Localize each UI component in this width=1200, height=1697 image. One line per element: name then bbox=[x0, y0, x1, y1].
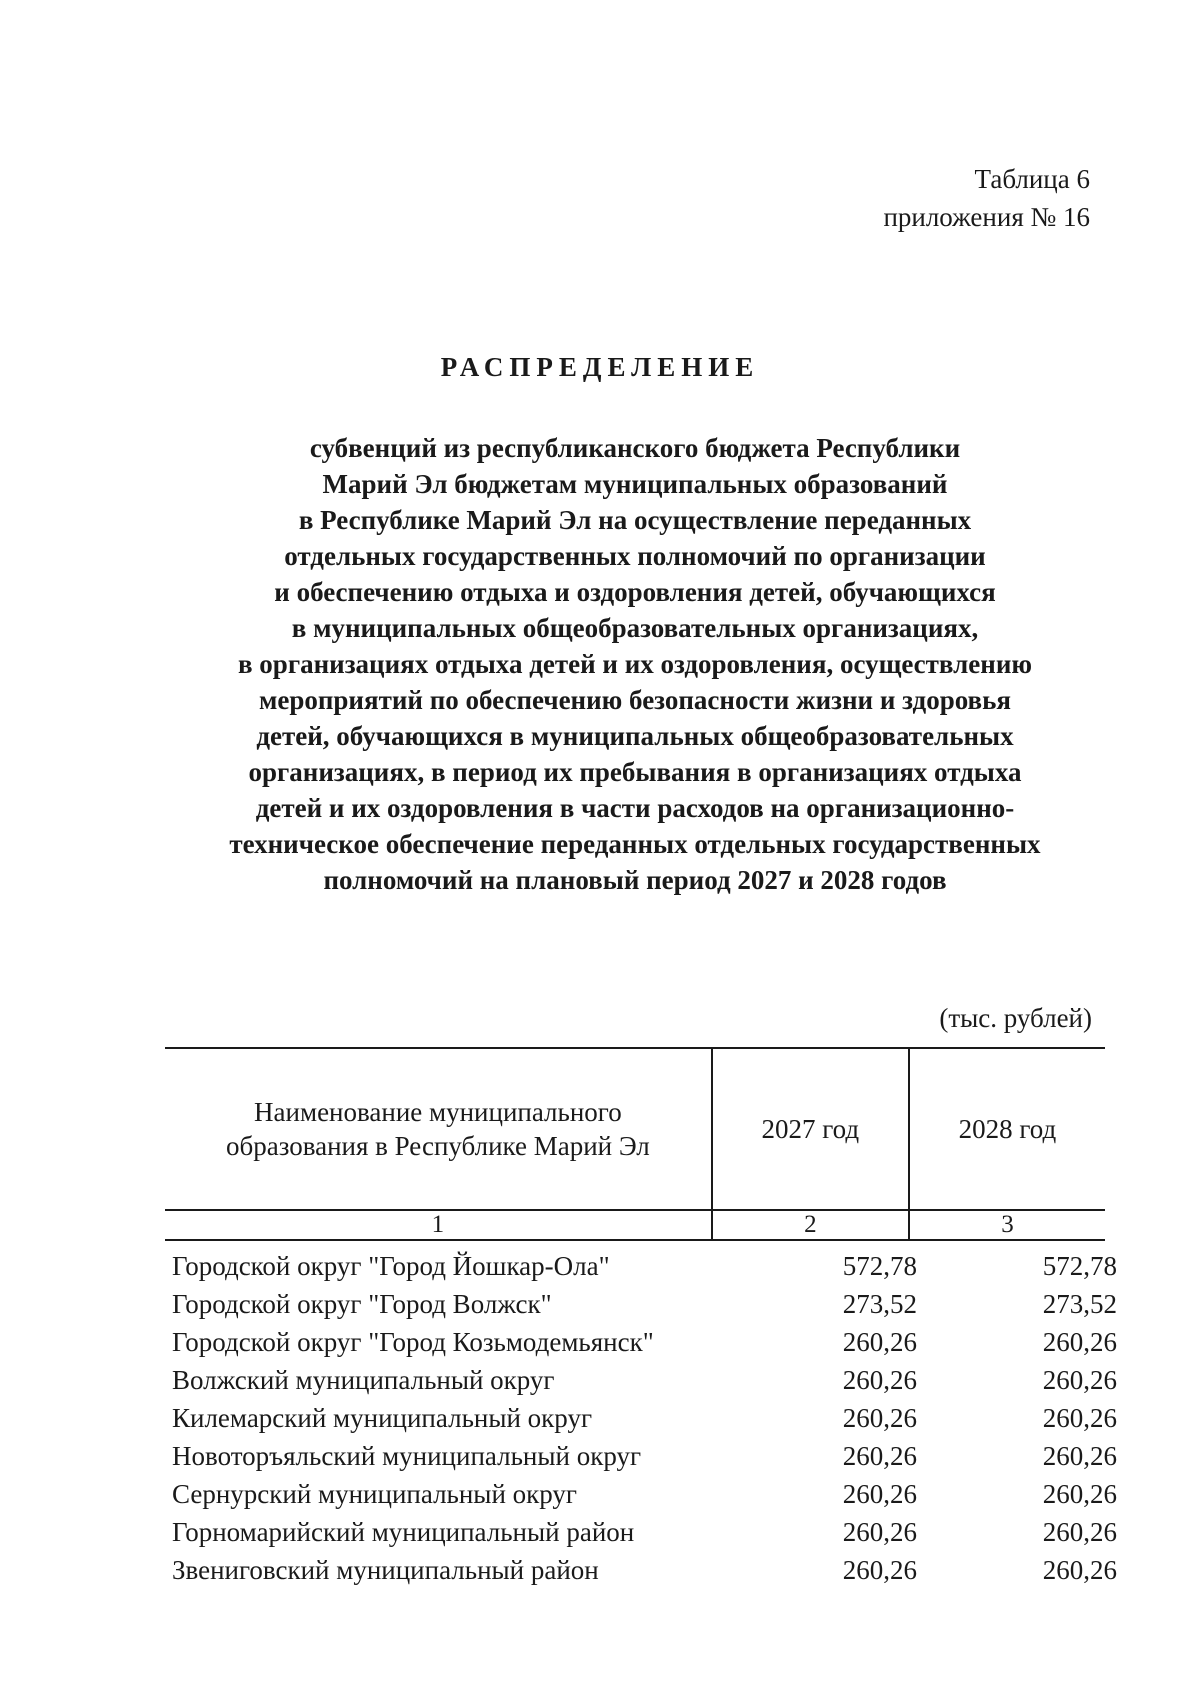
value-2027: 260,26 bbox=[842, 1403, 917, 1433]
subtitle-line: организациях, в период их пребывания в организациях отдыха bbox=[248, 757, 1022, 787]
municipality-name: Горномарийский муниципальный район bbox=[172, 1517, 635, 1547]
subtitle-line: в организациях отдыха детей и их оздоровления, осуществлению bbox=[237, 649, 1033, 679]
subtitle-line: в муниципальных общеобразовательных организациях, bbox=[291, 613, 979, 643]
value-2027: 260,26 bbox=[842, 1365, 917, 1395]
table-row bbox=[172, 1399, 1117, 1437]
table-row bbox=[172, 1247, 1117, 1285]
value-2028: 260,26 bbox=[1042, 1327, 1117, 1357]
table-row bbox=[172, 1285, 1117, 1323]
table-row bbox=[172, 1513, 1117, 1551]
municipality-name: Сернурский муниципальный округ bbox=[172, 1479, 577, 1509]
table-reference bbox=[883, 160, 1090, 236]
municipality-name: Волжский муниципальный округ bbox=[172, 1365, 555, 1395]
municipality-name: Городской округ "Город Волжск" bbox=[172, 1289, 552, 1319]
subtitle-line: в Республике Марий Эл на осуществление переданных bbox=[298, 505, 972, 535]
column-number: 2 bbox=[712, 1210, 909, 1240]
value-2028: 260,26 bbox=[1042, 1555, 1117, 1585]
municipality-name: Городской округ "Город Козьмодемьянск" bbox=[172, 1327, 654, 1357]
value-2028: 260,26 bbox=[1042, 1479, 1117, 1509]
table-body bbox=[172, 1247, 1117, 1589]
table-row bbox=[172, 1361, 1117, 1399]
value-2027: 260,26 bbox=[842, 1555, 917, 1585]
table-row bbox=[172, 1437, 1117, 1475]
header-municipality bbox=[165, 1048, 712, 1210]
document-subtitle bbox=[160, 430, 1110, 898]
subtitle-line: Марий Эл бюджетам муниципальных образований bbox=[322, 469, 948, 499]
municipality-name: Килемарский муниципальный округ bbox=[172, 1403, 593, 1433]
units-label: (тыс. рублей) bbox=[939, 1003, 1092, 1033]
table-row bbox=[172, 1475, 1117, 1513]
subtitle-line: полномочий на плановый период 2027 и 2028 годов bbox=[323, 865, 947, 895]
municipality-name: Звениговский муниципальный район bbox=[172, 1555, 599, 1585]
header-year-2027: 2027 год bbox=[712, 1048, 909, 1210]
header-municipality-line-2: образования в Республике Марий Эл bbox=[225, 1131, 650, 1161]
value-2027: 572,78 bbox=[842, 1251, 917, 1281]
column-number-row bbox=[165, 1210, 1105, 1240]
value-2028: 260,26 bbox=[1042, 1517, 1117, 1547]
document-title: РАСПРЕДЕЛЕНИЕ bbox=[440, 352, 760, 382]
value-2028: 260,26 bbox=[1042, 1441, 1117, 1471]
subtitle-line: техническое обеспечение переданных отдельных государственных bbox=[229, 829, 1041, 859]
value-2027: 260,26 bbox=[842, 1479, 917, 1509]
header-row bbox=[165, 1048, 1105, 1210]
table-header bbox=[165, 1047, 1105, 1241]
value-2028: 260,26 bbox=[1042, 1365, 1117, 1395]
value-2027: 273,52 bbox=[842, 1289, 917, 1319]
reference-line-2: приложения № 16 bbox=[883, 202, 1090, 232]
subtitle-line: отдельных государственных полномочий по организации bbox=[284, 541, 986, 571]
subtitle-line: детей и их оздоровления в части расходов на организационно- bbox=[255, 793, 1015, 823]
value-2028: 260,26 bbox=[1042, 1403, 1117, 1433]
reference-line-1: Таблица 6 bbox=[974, 164, 1090, 194]
value-2027: 260,26 bbox=[842, 1327, 917, 1357]
value-2028: 273,52 bbox=[1042, 1289, 1117, 1319]
value-2027: 260,26 bbox=[842, 1517, 917, 1547]
municipality-name: Городской округ "Город Йошкар-Ола" bbox=[172, 1251, 610, 1281]
table-row bbox=[172, 1323, 1117, 1361]
value-2028: 572,78 bbox=[1042, 1251, 1117, 1281]
column-number: 3 bbox=[909, 1210, 1105, 1240]
column-number: 1 bbox=[165, 1210, 712, 1240]
municipality-name: Новоторъяльский муниципальный округ bbox=[172, 1441, 642, 1471]
subtitle-line: и обеспечению отдыха и оздоровления детей, обучающихся bbox=[274, 577, 996, 607]
header-year-2028: 2028 год bbox=[909, 1048, 1105, 1210]
subtitle-line: мероприятий по обеспечению безопасности жизни и здоровья bbox=[258, 685, 1012, 715]
value-2027: 260,26 bbox=[842, 1441, 917, 1471]
subtitle-line: субвенций из республиканского бюджета Республики bbox=[309, 433, 961, 463]
subtitle-line: детей, обучающихся в муниципальных общеобразовательных bbox=[256, 721, 1014, 751]
table-row bbox=[172, 1551, 1117, 1589]
header-municipality-line-1: Наименование муниципального bbox=[254, 1097, 622, 1127]
